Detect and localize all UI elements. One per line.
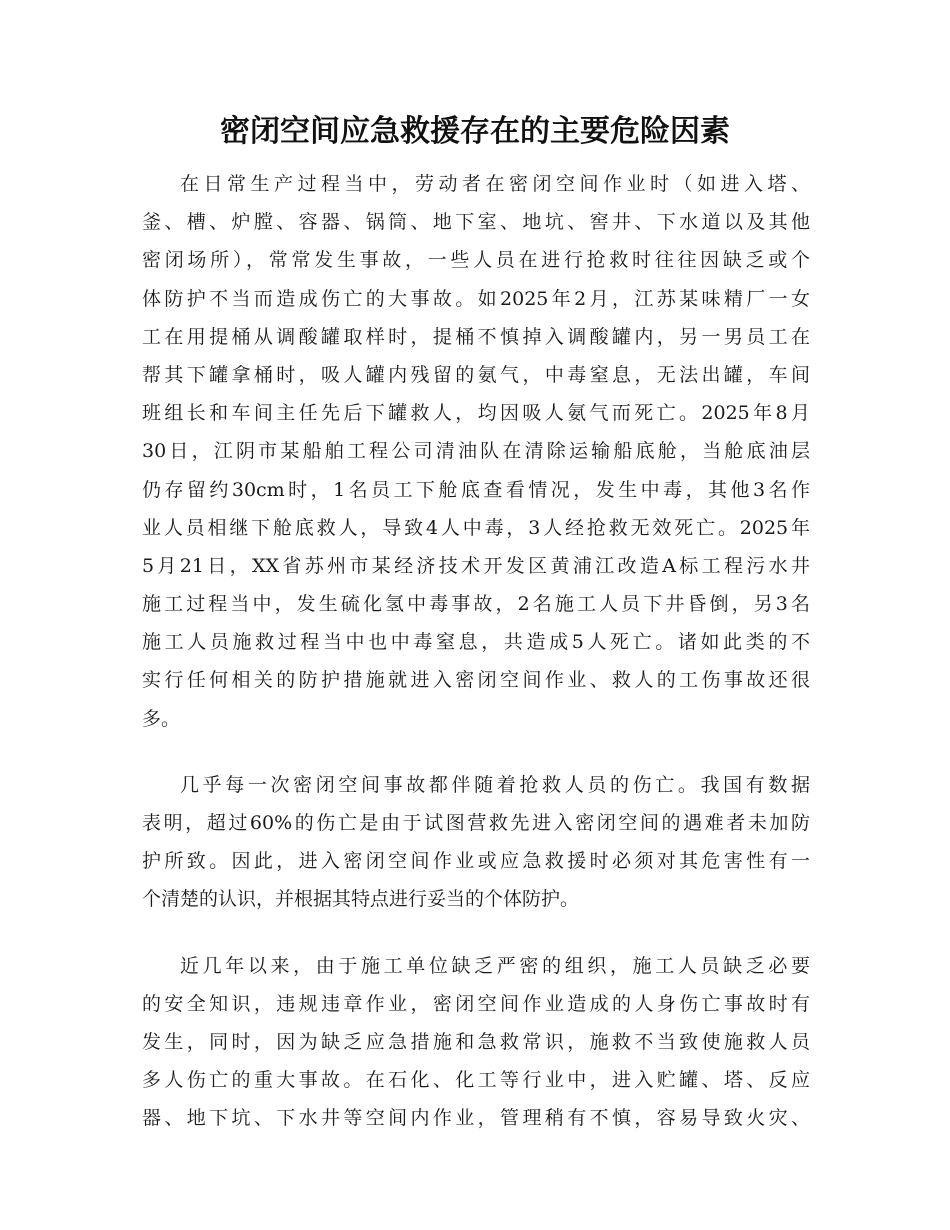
paragraph-line: 体防护不当而造成伤亡的大事故。如2025年2月，江苏某味精厂一女 bbox=[142, 287, 810, 310]
paragraph-line: 仍存留约30cm时，1名员工下舱底查看情况，发生中毒，其他3名作 bbox=[142, 478, 810, 501]
paragraph-line: 个清楚的认识，并根据其特点进行妥当的个体防护。 bbox=[142, 888, 580, 911]
paragraph-line: 班组长和车间主任先后下罐救人，均因吸人氨气而死亡。2025年8月 bbox=[142, 402, 810, 425]
paragraph-line: 护所致。因此，进入密闭空间作业或应急救援时必须对其危害性有一 bbox=[142, 850, 810, 873]
paragraph-1 bbox=[142, 165, 810, 738]
paragraph-line: 的安全知识，违规违章作业，密闭空间作业造成的人身伤亡事故时有 bbox=[142, 992, 810, 1015]
paragraph-line: 发生，同时，因为缺乏应急措施和急救常识，施救不当致使施救人员 bbox=[142, 1030, 810, 1053]
paragraph-line: 业人员相继下舱底救人，导致4人中毒，3人经抢救无效死亡。2025年 bbox=[142, 516, 810, 539]
paragraph-line: 釜、槽、炉膛、容器、锅筒、地下室、地坑、窖井、下水道以及其他 bbox=[142, 211, 810, 234]
paragraph-spacer bbox=[142, 919, 810, 947]
paragraph-line: 施工过程当中，发生硫化氢中毒事故，2名施工人员下井昏倒，另3名 bbox=[142, 593, 810, 616]
paragraph-line: 在日常生产过程当中，劳动者在密闭空间作业时（如进入塔、 bbox=[180, 173, 810, 195]
paragraph-3 bbox=[142, 947, 810, 1138]
paragraph-line: 实行任何相关的防护措施就进入密闭空间作业、救人的工伤事故还很 bbox=[142, 669, 810, 692]
paragraph-line: 施工人员施救过程当中也中毒窒息，共造成5人死亡。诸如此类的不 bbox=[142, 631, 810, 654]
document-body bbox=[142, 165, 810, 1138]
paragraph-line: 30日，江阴市某船舶工程公司清油队在清除运输船底舱，当舱底油层 bbox=[142, 440, 810, 463]
paragraph-line: 表明，超过60%的伤亡是由于试图营救先进入密闭空间的遇难者未加防 bbox=[142, 812, 810, 834]
paragraph-line: 多人伤亡的重大事故。在石化、化工等行业中，进入贮罐、塔、反应 bbox=[142, 1069, 810, 1092]
paragraph-line: 器、地下坑、下水井等空间内作业，管理稍有不慎，容易导致火灾、 bbox=[142, 1107, 810, 1130]
paragraph-spacer bbox=[142, 738, 810, 766]
paragraph-line: 5月21日，XX省苏州市某经济技术开发区黄浦江改造A标工程污水井 bbox=[142, 554, 810, 577]
paragraph-2 bbox=[142, 766, 810, 919]
paragraph-line: 几乎每一次密闭空间事故都伴随着抢救人员的伤亡。我国有数据 bbox=[180, 773, 810, 796]
paragraph-line: 近几年以来，由于施工单位缺乏严密的组织，施工人员缺乏必要 bbox=[180, 954, 810, 977]
paragraph-line: 帮其下罐拿桶时，吸人罐内残留的氨气，中毒窒息，无法出罐，车间 bbox=[142, 363, 810, 386]
paragraph-line: 密闭场所），常常发生事故，一些人员在进行抢救时往往因缺乏或个 bbox=[142, 249, 810, 272]
document-title: 密闭空间应急救援存在的主要危险因素 bbox=[220, 114, 730, 149]
paragraph-line: 工在用提桶从调酸罐取样时，提桶不慎掉入调酸罐内，另一男员工在 bbox=[142, 325, 810, 348]
paragraph-line: 多。 bbox=[142, 707, 181, 730]
